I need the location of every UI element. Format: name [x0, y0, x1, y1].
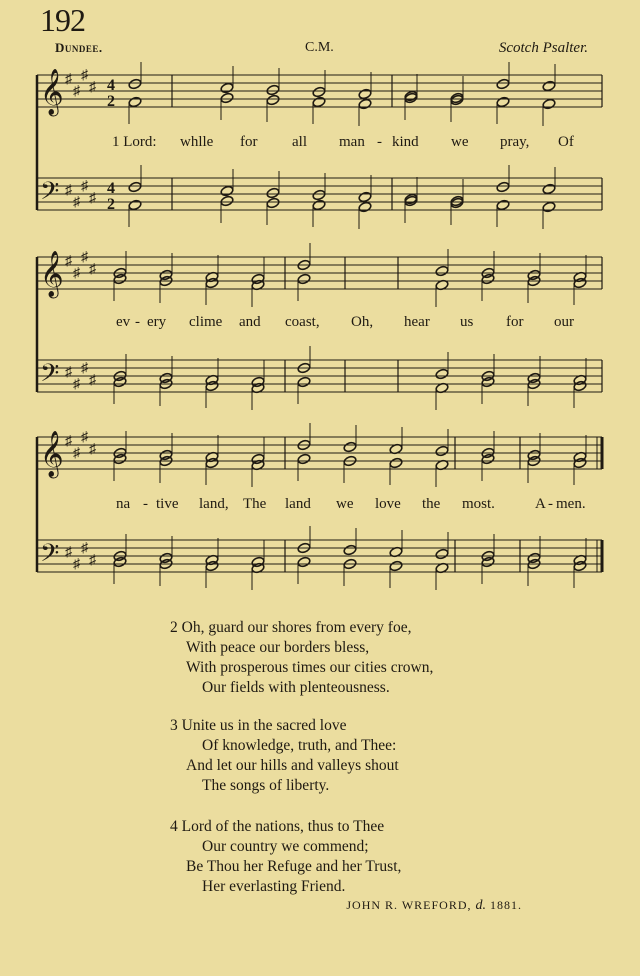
sharp-icon: ♯: [73, 266, 80, 281]
sharp-icon: ♯: [81, 179, 88, 194]
lyric: love: [375, 496, 401, 512]
verse-line: Her everlasting Friend.: [202, 878, 346, 895]
note-head: [312, 189, 326, 201]
sharp-icon: ♯: [65, 72, 72, 87]
note-head: [542, 98, 556, 110]
lyric: we: [336, 496, 354, 512]
lyric: for: [240, 134, 258, 150]
bass-clef-icon: 𝄢: [40, 177, 60, 212]
lyric: most.: [462, 496, 495, 512]
lyric: land: [285, 496, 311, 512]
lyric: land,: [199, 496, 229, 512]
died-abbrev: d.: [475, 898, 486, 913]
verse-3: [170, 716, 399, 796]
note-head: [358, 88, 372, 100]
sharp-icon: ♯: [89, 191, 96, 206]
lyric: -: [135, 314, 140, 330]
lyric: whlle: [180, 134, 214, 150]
lyric: and: [239, 314, 261, 330]
note-head: [435, 445, 449, 457]
note-head: [220, 92, 234, 104]
bass-clef-icon: 𝄢: [40, 539, 60, 574]
composer: Scotch Psalter.: [498, 40, 588, 56]
lyric: -: [377, 134, 382, 150]
time-signature: 4: [107, 77, 115, 94]
verse-line: Be Thou her Refuge and her Trust,: [186, 858, 402, 875]
lyric: ev: [116, 314, 131, 330]
note-head: [496, 199, 510, 211]
lyric: clime: [189, 314, 223, 330]
note-head: [435, 548, 449, 560]
note-head: [496, 181, 510, 193]
note-head: [220, 185, 234, 197]
verse-number: 3: [170, 717, 178, 734]
verse-number: 2: [170, 619, 178, 636]
verse-line: And let our hills and valleys shout: [186, 757, 399, 774]
note-head: [496, 78, 510, 90]
note-head: [266, 84, 280, 96]
note-head: [358, 201, 372, 213]
sharp-icon: ♯: [89, 262, 96, 277]
sharp-icon: ♯: [89, 373, 96, 388]
note-head: [312, 86, 326, 98]
verse-line: With peace our borders bless,: [186, 639, 370, 656]
sharp-icon: ♯: [81, 68, 88, 83]
note-head: [266, 94, 280, 106]
verse-number: 4: [170, 818, 178, 835]
note-head: [128, 181, 142, 193]
sharp-icon: ♯: [73, 446, 80, 461]
sharp-icon: ♯: [81, 250, 88, 265]
time-signature: 2: [107, 196, 115, 213]
lyric: na: [116, 496, 131, 512]
lyric: we: [451, 134, 469, 150]
treble-clef-icon: 𝄞: [40, 251, 64, 297]
lyric: A: [535, 496, 546, 512]
tune-name: Dundee.: [55, 40, 103, 55]
sharp-icon: ♯: [65, 365, 72, 380]
lyric: -: [548, 496, 553, 512]
lyric: the: [422, 496, 441, 512]
lyric: ery: [147, 314, 167, 330]
verse-4: [170, 817, 401, 897]
note-head: [266, 187, 280, 199]
meter: C.M.: [305, 40, 334, 55]
lyric: -: [143, 496, 148, 512]
lyric: kind: [392, 134, 419, 150]
lyric: man: [339, 134, 365, 150]
author: JOHN R. WREFORD,: [346, 898, 472, 912]
verse-line: Of knowledge, truth, and Thee:: [202, 737, 397, 754]
note-head: [128, 78, 142, 90]
note-head: [266, 197, 280, 209]
note-head: [128, 96, 142, 108]
sharp-icon: ♯: [65, 183, 72, 198]
note-head: [435, 265, 449, 277]
note-head: [542, 201, 556, 213]
note-head: [297, 273, 311, 285]
lyric: Oh,: [351, 314, 374, 330]
hymn-number: 192: [40, 2, 85, 38]
sharp-icon: ♯: [65, 434, 72, 449]
verse-line: Unite us in the sacred love: [181, 717, 347, 734]
sharp-icon: ♯: [81, 430, 88, 445]
lyric: tive: [156, 496, 179, 512]
sharp-icon: ♯: [73, 195, 80, 210]
attribution: [346, 898, 522, 914]
note-head: [343, 544, 357, 556]
sharp-icon: ♯: [73, 84, 80, 99]
treble-clef-icon: 𝄞: [40, 69, 64, 115]
note-head: [343, 441, 357, 453]
verse-2: [170, 618, 433, 698]
note-head: [542, 80, 556, 92]
verse-line: Our country we commend;: [202, 838, 369, 855]
lyric: Of: [558, 134, 574, 150]
verse-line: With prosperous times our cities crown,: [186, 659, 434, 676]
lyric: The: [243, 496, 267, 512]
sharp-icon: ♯: [65, 254, 72, 269]
lyric: our: [554, 314, 574, 330]
note-head: [358, 191, 372, 203]
note-head: [128, 199, 142, 211]
sharp-icon: ♯: [73, 557, 80, 572]
sharp-icon: ♯: [65, 545, 72, 560]
note-head: [435, 368, 449, 380]
note-head: [389, 457, 403, 469]
verse-line: Oh, guard our shores from every foe,: [181, 619, 412, 636]
sharp-icon: ♯: [89, 442, 96, 457]
note-head: [297, 453, 311, 465]
sharp-icon: ♯: [81, 361, 88, 376]
lyric: men.: [556, 496, 586, 512]
bass-clef-icon: 𝄢: [40, 359, 60, 394]
note-head: [496, 96, 510, 108]
sharp-icon: ♯: [73, 377, 80, 392]
lyric: coast,: [285, 314, 320, 330]
note-head: [220, 195, 234, 207]
time-signature: 4: [107, 180, 115, 197]
lyric: for: [506, 314, 524, 330]
note-head: [358, 98, 372, 110]
sharp-icon: ♯: [81, 541, 88, 556]
lyric: all: [292, 134, 307, 150]
lyric: pray,: [500, 134, 530, 150]
verse-line: The songs of liberty.: [202, 777, 330, 794]
verse-line: Lord of the nations, thus to Thee: [181, 818, 385, 835]
note-head: [312, 199, 326, 211]
sharp-icon: ♯: [89, 553, 96, 568]
note-head: [297, 556, 311, 568]
note-head: [297, 376, 311, 388]
note-head: [220, 82, 234, 94]
lyric: hear: [404, 314, 430, 330]
lyric: us: [460, 314, 474, 330]
verse-line: Our fields with plenteousness.: [202, 679, 390, 696]
sharp-icon: ♯: [89, 80, 96, 95]
note-head: [389, 560, 403, 572]
lyric: 1 Lord:: [112, 134, 157, 150]
note-head: [312, 96, 326, 108]
note-head: [542, 183, 556, 195]
treble-clef-icon: 𝄞: [40, 431, 64, 477]
time-signature: 2: [107, 93, 115, 110]
year: 1881.: [490, 898, 522, 912]
